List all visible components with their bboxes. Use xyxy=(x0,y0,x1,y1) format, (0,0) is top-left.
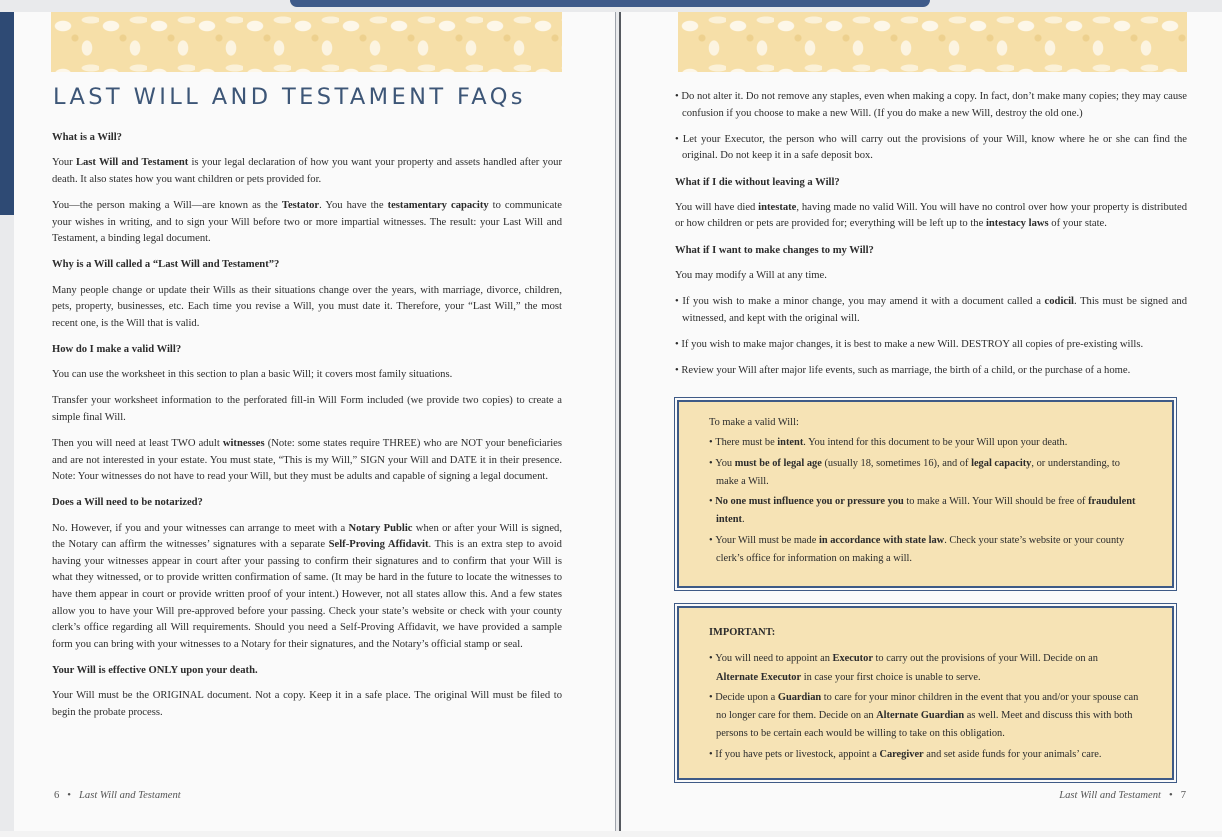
left-page xyxy=(14,12,616,831)
footer-separator: • xyxy=(67,790,72,801)
answer-paragraph: Your Will must be the ORIGINAL document. Not a copy. Keep it in a safe place. The original Will must be filed to begin the probate process. xyxy=(52,690,562,718)
list-item: • Decide upon a Guardian to care for your minor children in the event that you and/or your spouse can no longer care for them. Decide on an Alternate Guardian as well. Meet and discuss this with both persons to be certain each would be willing to take on this obligation. xyxy=(709,689,1142,744)
list-item: • You must be of legal age (usually 18, sometimes 16), and of legal capacity, or understanding, to make a Will. xyxy=(709,455,1142,492)
bullet-item: • Do not alter it. Do not remove any staples, even when making a copy. In fact, don’t make many copies; they may cause confusion if you choose to make a new Will. (If you do make a new Will, destroy the old one.) xyxy=(675,89,1187,122)
page-footer xyxy=(1059,790,1186,801)
list-item: • There must be intent. You intend for this document to be your Will upon your death. xyxy=(709,434,1142,452)
answer-paragraph: You—the person making a Will—are known as the Testator. You have the testamentary capacity to communicate your wishes in writing, and to sign your Will before two or more impartial witnesses. The result: your Last Will and Testament, a binding legal document. xyxy=(52,199,562,245)
bullet-item: • Review your Will after major life events, such as marriage, the birth of a child, or the purchase of a home. xyxy=(675,363,1187,380)
footer-separator: • xyxy=(1168,790,1173,801)
list-item: • Your Will must be made in accordance with state law. Check your state’s website or your county clerk’s office for information on making a will. xyxy=(709,532,1142,569)
right-page xyxy=(619,12,1222,831)
list-item: • If you have pets or livestock, appoint a Caregiver and set aside funds for your animals’ care. xyxy=(709,746,1142,764)
list-item: • No one must influence you or pressure you to make a Will. Your Will should be free of fraudulent intent. xyxy=(709,493,1142,530)
next-spread-edge xyxy=(0,831,1222,837)
footer-title: Last Will and Testament xyxy=(1059,790,1161,801)
list-item: • You will need to appoint an Executor to carry out the provisions of your Will. Decide on an Alternate Executor in case your first choice is unable to serve. xyxy=(709,650,1142,687)
right-text-column xyxy=(675,89,1187,389)
answer-paragraph: No. However, if you and your witnesses can arrange to meet with a Notary Public when or after your Will is signed, the Notary can affirm the witnesses’ signatures with a separate Self-Proving Affidavit. This is an extra step to avoid having your witnesses appear in court after your passing to confirm their signatures and to confirm that your Will is what they witnessed, or to provide written confirmation of same. (It may be hard in the future to locate the witnesses to have them appear in court or provide written proof of your intent.) However, not all states allow this. And a few states allow you to have your Will pre-approved before your passing. Check your state’s website or check with your county clerk’s office regarding all Will requirements. Should you need a Self-Proving Affidavit, we have provided a sample form you can bring with your witnesses to a Notary for their signatures, and the Notary’s official stamp or seal. xyxy=(52,522,562,650)
answer-paragraph: You will have died intestate, having made no valid Will. You will have no control over how your property is distributed or how children or pets are provided for; everything will be left up to the intestacy laws of your state. xyxy=(675,201,1187,230)
chapter-tab xyxy=(0,12,14,215)
question-make-changes: What if I want to make changes to my Will? xyxy=(675,244,874,256)
answer-paragraph: Transfer your worksheet information to the perforated fill-in Will Form included (we provide two copies) to create a simple final Will. xyxy=(52,395,562,423)
page-title: LAST WILL AND TESTAMENT FAQs xyxy=(53,84,526,110)
bullet-item: • If you wish to make a minor change, you may amend it with a document called a codicil. This must be signed and witnessed, and kept with the original will. xyxy=(675,294,1187,327)
answer-paragraph: Many people change or update their Wills as their situations change over the years, with marriage, divorce, children, pets, property, businesses, etc. Each time you revise a Will, you must date it. Therefore, your “Last Will,” the most recent one, is the Will that is valid. xyxy=(52,284,562,329)
question-what-is-will: What is a Will? xyxy=(52,132,122,143)
footer-title: Last Will and Testament xyxy=(79,790,181,801)
valid-will-requirements-box xyxy=(677,400,1174,588)
decorative-pattern-banner xyxy=(678,12,1187,72)
answer-paragraph: Your Last Will and Testament is your legal declaration of how you want your property and assets handled after your death. It also states how you want children or pets provided for. xyxy=(52,157,562,185)
important-list xyxy=(709,650,1142,764)
bullet-item: • Let your Executor, the person who will carry out the provisions of your Will, know where he or she can find the original. Do not keep it in a safe deposit box. xyxy=(675,132,1187,165)
bullet-item: • If you wish to make major changes, it is best to make a new Will. DESTROY all copies of pre-existing wills. xyxy=(675,337,1187,354)
question-notarized: Does a Will need to be notarized? xyxy=(52,497,203,509)
requirements-list xyxy=(709,434,1142,568)
question-how-make-valid: How do I make a valid Will? xyxy=(52,343,182,355)
question-why-called: Why is a Will called a “Last Will and Testament”? xyxy=(52,259,280,271)
box-intro: To make a valid Will: xyxy=(709,417,799,428)
box-heading: IMPORTANT: xyxy=(709,627,776,638)
decorative-pattern-banner xyxy=(51,12,562,72)
answer-paragraph: You can use the worksheet in this section to plan a basic Will; it covers most family situations. xyxy=(52,369,453,381)
question-die-without-will: What if I die without leaving a Will? xyxy=(675,176,840,188)
question-effective-death: Your Will is effective ONLY upon your death. xyxy=(52,664,258,676)
page-footer xyxy=(54,790,181,801)
page-number: 7 xyxy=(1180,790,1186,801)
important-box xyxy=(677,606,1174,780)
viewer-top-bar xyxy=(290,0,930,7)
answer-paragraph: Then you will need at least TWO adult witnesses (Note: some states require THREE) who are NOT your beneficiaries and are not interested in your estate. You must state, “This is my Will,” SIGN your Will and DATE it in their presence. Note: Your witnesses do not have to read your Will, but they must be adults and capable of signing a legal document. xyxy=(52,438,562,483)
page-number: 6 xyxy=(54,790,60,801)
left-text-column xyxy=(52,130,562,731)
answer-paragraph: You may modify a Will at any time. xyxy=(675,269,827,281)
